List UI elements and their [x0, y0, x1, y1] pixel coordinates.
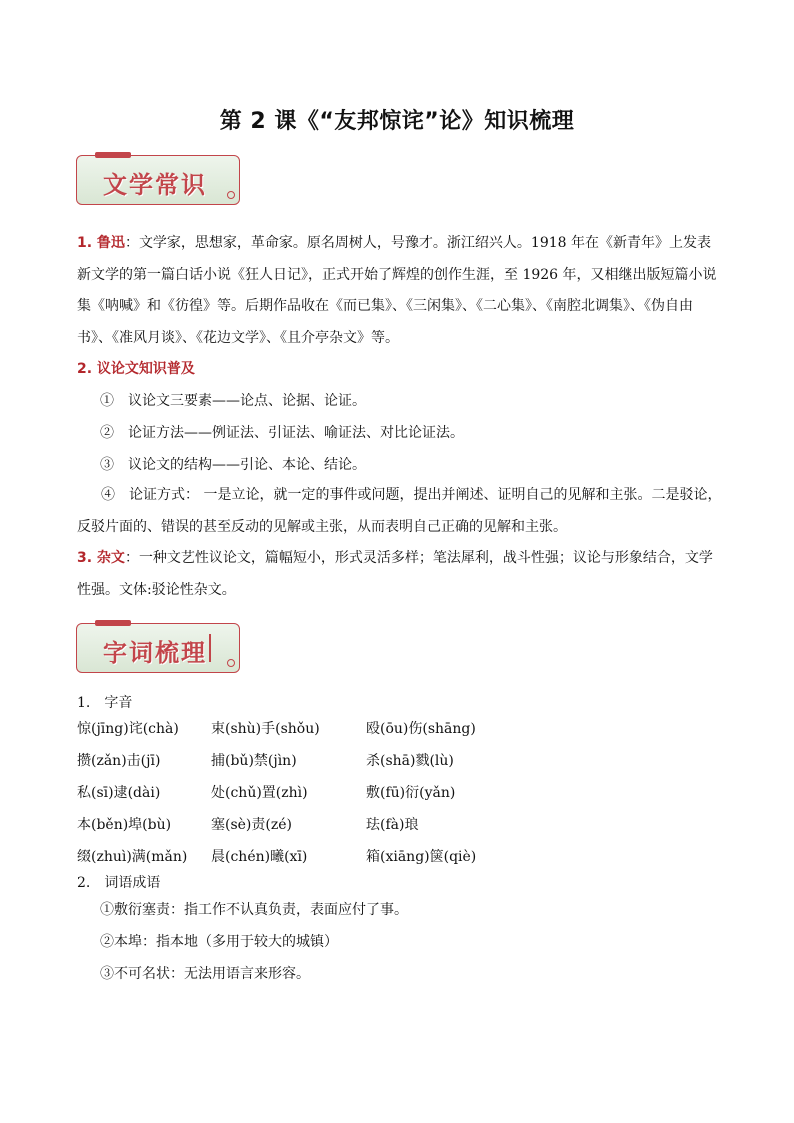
- pinyin-cell: 杀(shā)戮(lù): [366, 753, 454, 769]
- pronunciation-heading: 1. 字音: [77, 695, 133, 711]
- pinyin-cell: 晨(chén)曦(xī): [211, 849, 308, 865]
- pinyin-cell: 捕(bǔ)禁(jìn): [211, 753, 297, 769]
- literature-item-2-heading: [77, 358, 195, 378]
- banner-bar: [95, 152, 131, 158]
- item-text: 一种文艺性议论文，篇幅短小，形式灵活多样；笔法犀利，战斗性强；议论与形象结合，文学性强。文体:驳论性杂文。: [77, 550, 713, 598]
- pinyin-cell: 缀(zhuì)满(mǎn): [77, 849, 188, 865]
- idioms-heading: 2. 词语成语: [77, 875, 161, 891]
- literature-item-1: [77, 228, 723, 354]
- pinyin-cell: 珐(fà)琅: [366, 817, 419, 833]
- pinyin-cell: 本(běn)埠(bù): [77, 817, 172, 833]
- pinyin-cell: 殴(ōu)伤(shāng): [366, 721, 476, 737]
- banner-bar: [95, 620, 131, 626]
- item-separator: ：: [124, 550, 139, 566]
- point-2: ② 论证方法——例证法、引证法、喻证法、对比论证法。: [100, 425, 464, 441]
- idiom-item: ③不可名状：无法用语言来形容。: [100, 966, 310, 982]
- pinyin-cell: 惊(jīng)诧(chà): [77, 721, 179, 737]
- banner-title: 字词梳理: [103, 639, 207, 667]
- section-banner-vocab: [76, 623, 240, 673]
- pinyin-cell: 私(sī)逮(dài): [77, 785, 161, 801]
- pinyin-cell: 箱(xiāng)箧(qiè): [366, 849, 477, 865]
- point-3: ③ 议论文的结构——引论、本论、结论。: [100, 457, 366, 473]
- pinyin-cell: 处(chǔ)置(zhì): [211, 785, 308, 801]
- circle-icon: [227, 659, 235, 667]
- pinyin-cell: 敷(fū)衍(yǎn): [366, 785, 456, 801]
- pinyin-cell: 束(shù)手(shǒu): [211, 721, 320, 737]
- point-4: ④ 论证方式： 一是立论，就一定的事件或问题，提出并阐述、证明自己的见解和主张。二是驳论，反驳片面的、错误的甚至反动的见解或主张，从而表明自己正确的见解和主张。: [77, 487, 722, 535]
- circle-icon: [227, 191, 235, 199]
- literature-item-3: [77, 543, 723, 606]
- pinyin-cell: 攒(zǎn)击(jī): [77, 753, 161, 769]
- section-banner-literature: [76, 155, 240, 205]
- banner-title: 文学常识: [103, 171, 207, 199]
- item-text: 文学家，思想家，革命家。原名周树人，号豫才。浙江绍兴人。1918 年在《新青年》上发表新文学的第一篇白话小说《狂人日记》，正式开始了辉煌的创作生涯，至 1926 年，又相继出版短篇小说集《呐喊》和《彷徨》等。后期作品收在《而已集》、《三闲集》、《二心集》、《南腔北调集》、《伪自由书》、《准风月谈》、《花边文学》、《且介亭杂文》等。: [77, 235, 717, 346]
- text-cursor: [209, 634, 211, 662]
- point-1: ① 议论文三要素——论点、论据、论证。: [100, 393, 366, 409]
- item-label: 1. 鲁迅: [77, 235, 125, 251]
- pinyin-cell: 塞(sè)责(zé): [211, 817, 292, 833]
- item-label: 3. 杂文: [77, 550, 125, 566]
- page-title: 第 2 课《“友邦惊诧”论》知识梳理: [219, 109, 575, 134]
- idiom-item: ②本埠：指本地（多用于较大的城镇）: [100, 934, 338, 950]
- item-separator: ：: [124, 235, 139, 251]
- item-label: 2. 议论文知识普及: [77, 361, 195, 377]
- idiom-item: ①敷衍塞责：指工作不认真负责，表面应付了事。: [100, 902, 408, 918]
